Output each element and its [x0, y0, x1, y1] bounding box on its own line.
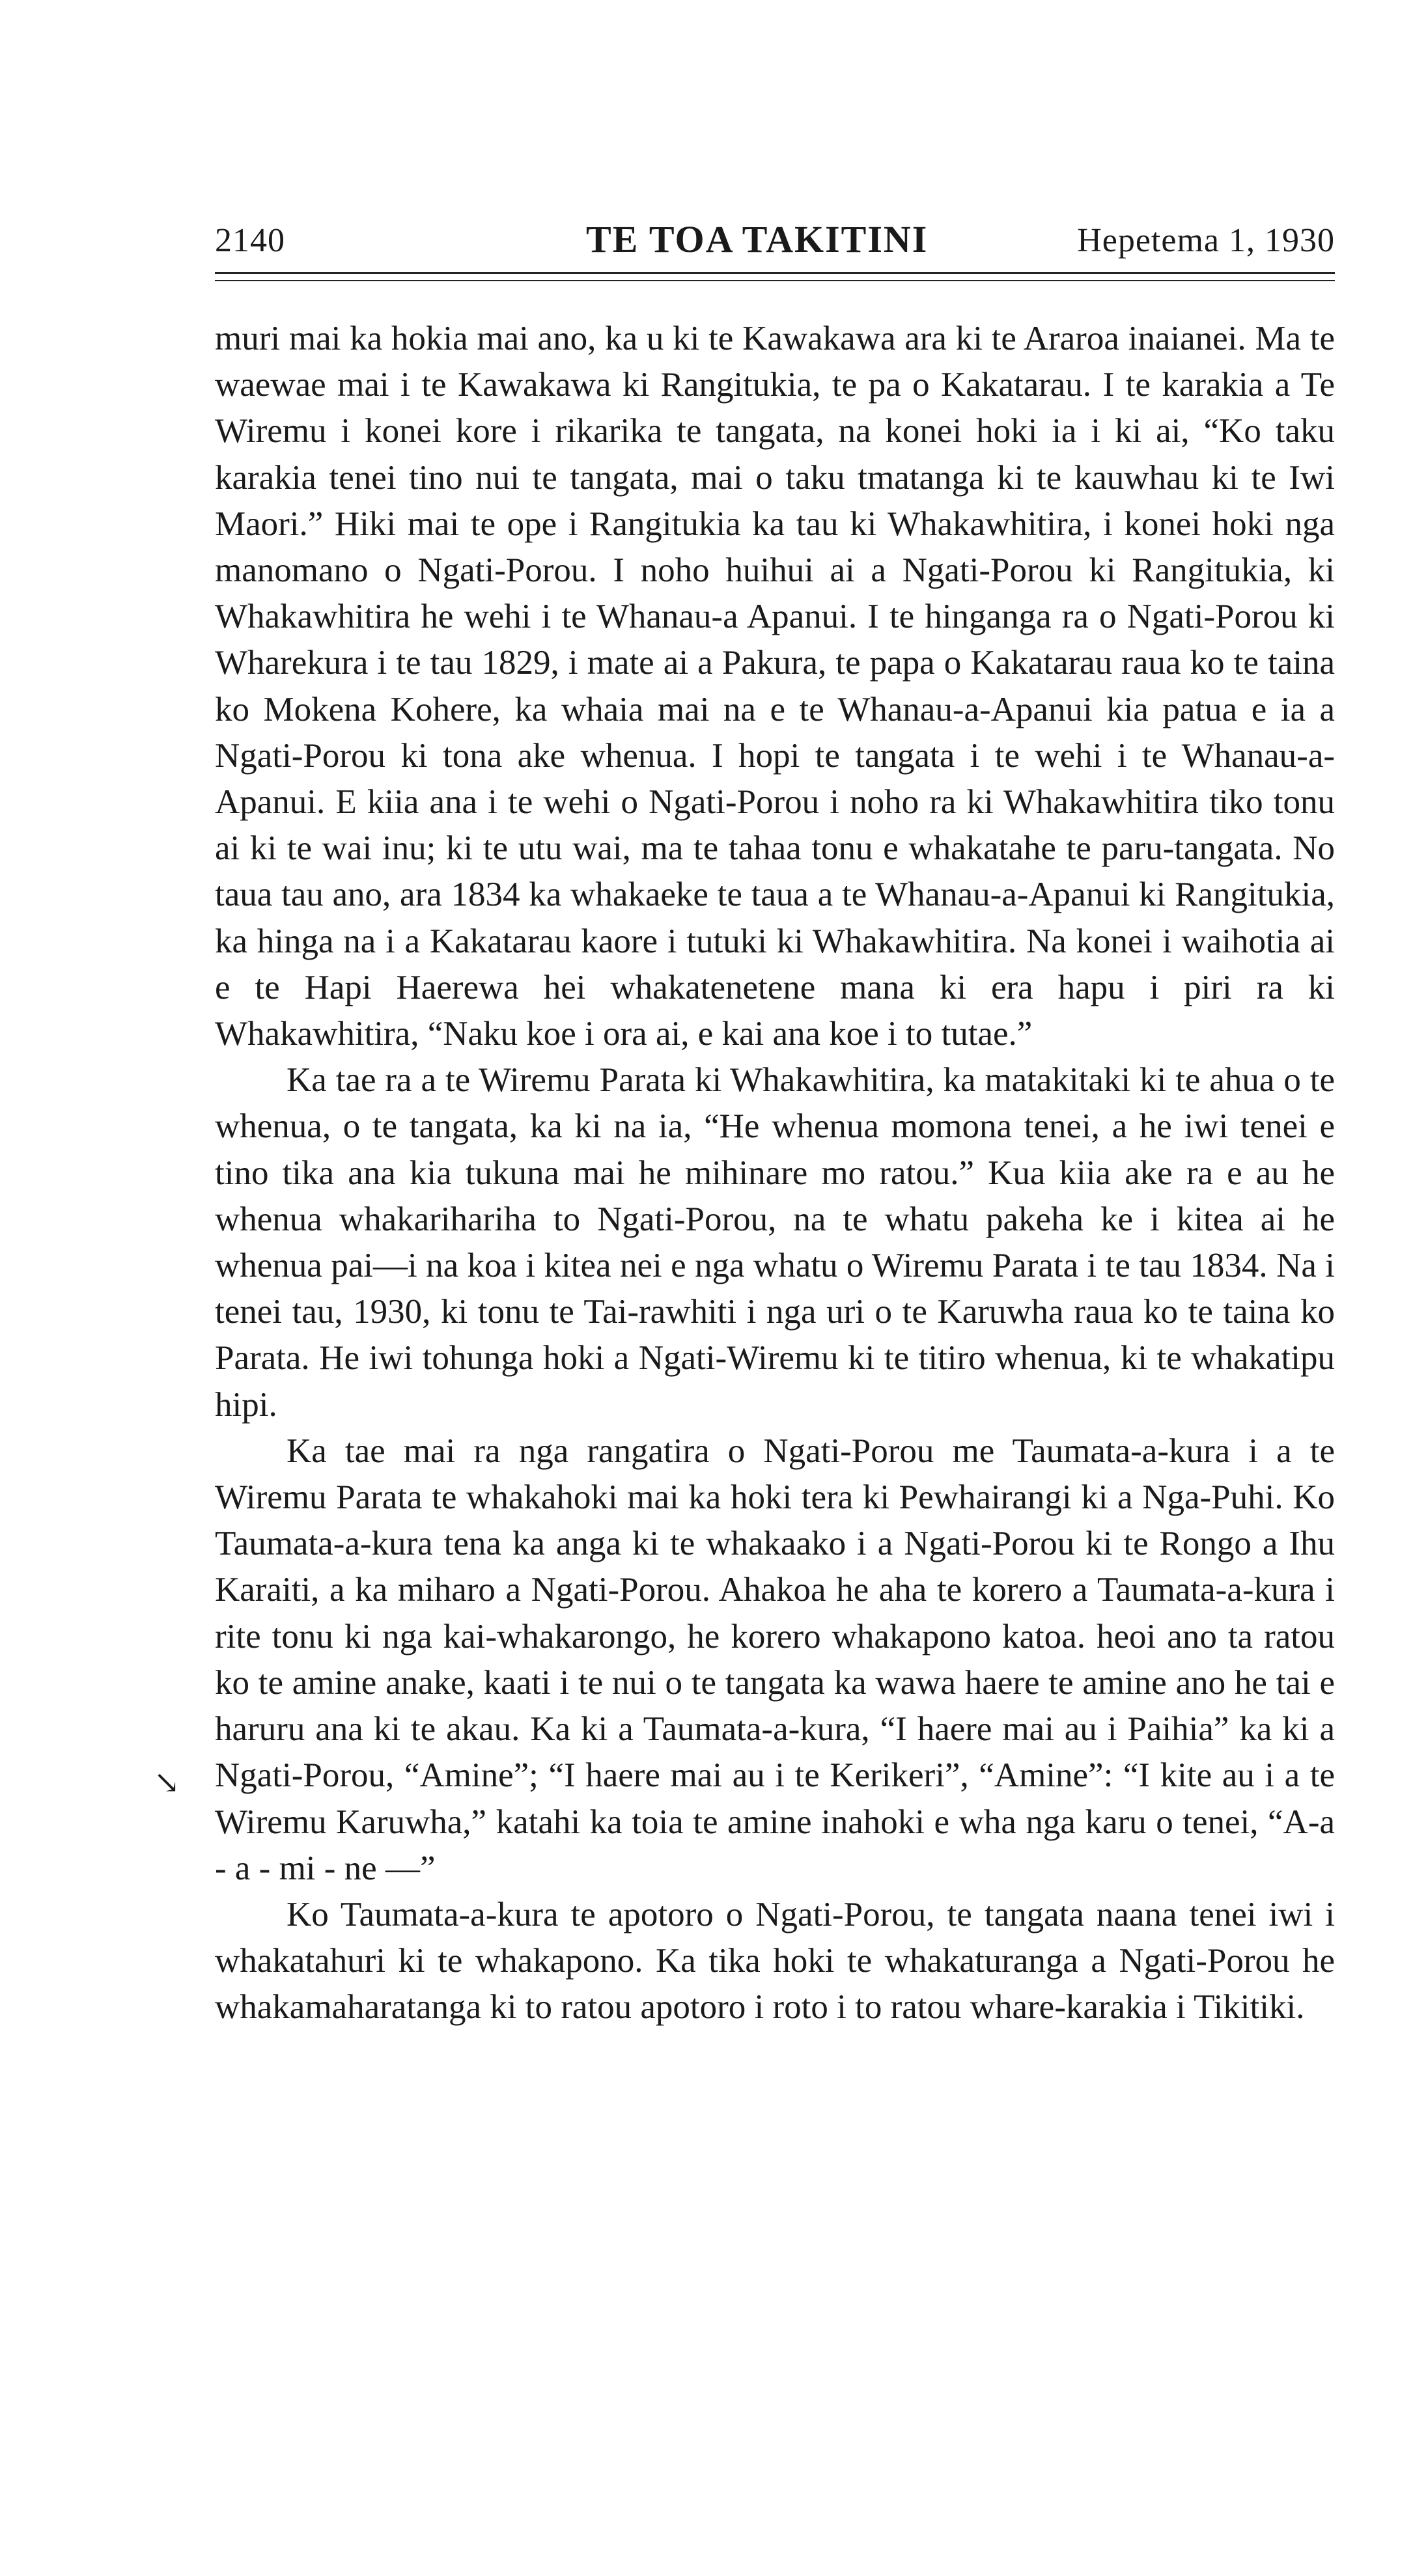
paragraph-2: Ka tae ra a te Wiremu Parata ki Whakawhitira, ka matakitaki ki te ahua o te whenua, o te tangata, ka ki na ia, “He whenua momona tenei, a he iwi tenei e tino tika ana kia tukuna mai he mihinare mo ratou.” Kua kiia ake ra e au he whenua whakarihariha to Ngati-Porou, na te whatu pakeha ke i kitea ai he whenua pai—i na koa i kitea nei e nga whatu o Wiremu Parata i te tau 1834. Na i tenei tau, 1930, ki tonu te Tai-rawhiti i nga uri o te Karuwha raua ko te taina ko Parata. He iwi tohunga hoki a Ngati-Wiremu ki te titiro whenua, ki te whakatipu hipi. — [215, 1061, 1335, 1424]
paragraph-1: muri mai ka hokia mai ano, ka u ki te Kawakawa ara ki te Araroa inaianei. Ma te waewae mai i te Kawakawa ki Rangitukia, te pa o Kakatarau. I te karakia a Te Wiremu i konei kore i rikarika te tangata, na konei hoki ia i ki ai, “Ko taku karakia tenei tino nui te tangata, mai o taku tmatanga ki te kauwhau ki te Iwi Maori.” Hiki mai te ope i Rangitukia ka tau ki Whakawhitira, i konei hoki nga manomano o Ngati-Porou. I noho huihui ai a Ngati-Porou ki Rangitukia, ki Whakawhitira he wehi i te Whanau-a Apanui. I te hinganga ra o Ngati-Porou ki Wharekura i te tau 1829, i mate ai a Pakura, te papa o Kakatarau raua ko te taina ko Mokena Kohere, ka whaia mai na e te Whanau-a-Apanui kia patua e ia a Ngati-Porou ki tona ake whenua. I hopi te tangata i te wehi i te Whanau-a-Apanui. E kiia ana i te wehi o Ngati-Porou i noho ra ki Whakawhitira tiko tonu ai ki te wai inu; ki te utu wai, ma te tahaa tonu e whakatahe te paru-tangata. No taua tau ano, ara 1834 ka whakaeke te taua a te Whanau-a-Apanui ki Rangitukia, ka hinga na i a Kakatarau kaore i tutuki ki Whakawhitira. Na konei i waihotia ai e te Hapi Haerewa hei whakatenetene mana ki era hapu i piri ra ki Whakawhitira, “Naku koe i ora ai, e kai ana koe i to tutae.” — [215, 320, 1335, 1053]
header-rule-top — [215, 272, 1335, 274]
journal-title: TE TOA TAKITINI — [586, 218, 929, 260]
issue-date: Hepetema 1, 1930 — [1077, 222, 1335, 259]
paragraph-4: Ko Taumata-a-kura te apotoro o Ngati-Porou, te tangata naana tenei iwi i whakatahuri ki te whakapono. Ka tika hoki te whakaturanga a Ngati-Porou he whakamaharatanga ki to ratou apotoro i roto i to ratou whare-karakia i Tikitiki. — [215, 1895, 1335, 2027]
article-body — [215, 316, 1335, 2031]
page-number: 2140 — [215, 222, 285, 259]
header-rule-bottom — [215, 280, 1335, 281]
page-header — [215, 215, 1335, 267]
margin-arrow-icon: ↘ — [154, 1766, 180, 1800]
paragraph-3: Ka tae mai ra nga rangatira o Ngati-Porou me Taumata-a-kura i a te Wiremu Parata te whakahoki mai ka hoki tera ki Pewhairangi ki a Nga-Puhi. Ko Taumata-a-kura tena ka anga ki te whakaako i a Ngati-Porou ki te Rongo a Ihu Karaiti, a ka miharo a Ngati-Porou. Ahakoa he aha te korero a Taumata-a-kura i rite tonu ki nga kai-whakarongo, he korero whakapono katoa. heoi ano ta ratou ko te amine anake, kaati i te nui o te tangata ka wawa haere te amine ano he tai e haruru ana ki te akau. Ka ki a Taumata-a-kura, “I haere mai au i Paihia” ka ki a Ngati-Porou, “Amine”; “I haere mai au i te Kerikeri”, “Amine”: “I kite au i a te Wiremu Karuwha,” katahi ka toia te amine inahoki e wha nga karu o tenei, “A-a - a - mi - ne —” — [215, 1432, 1335, 1887]
